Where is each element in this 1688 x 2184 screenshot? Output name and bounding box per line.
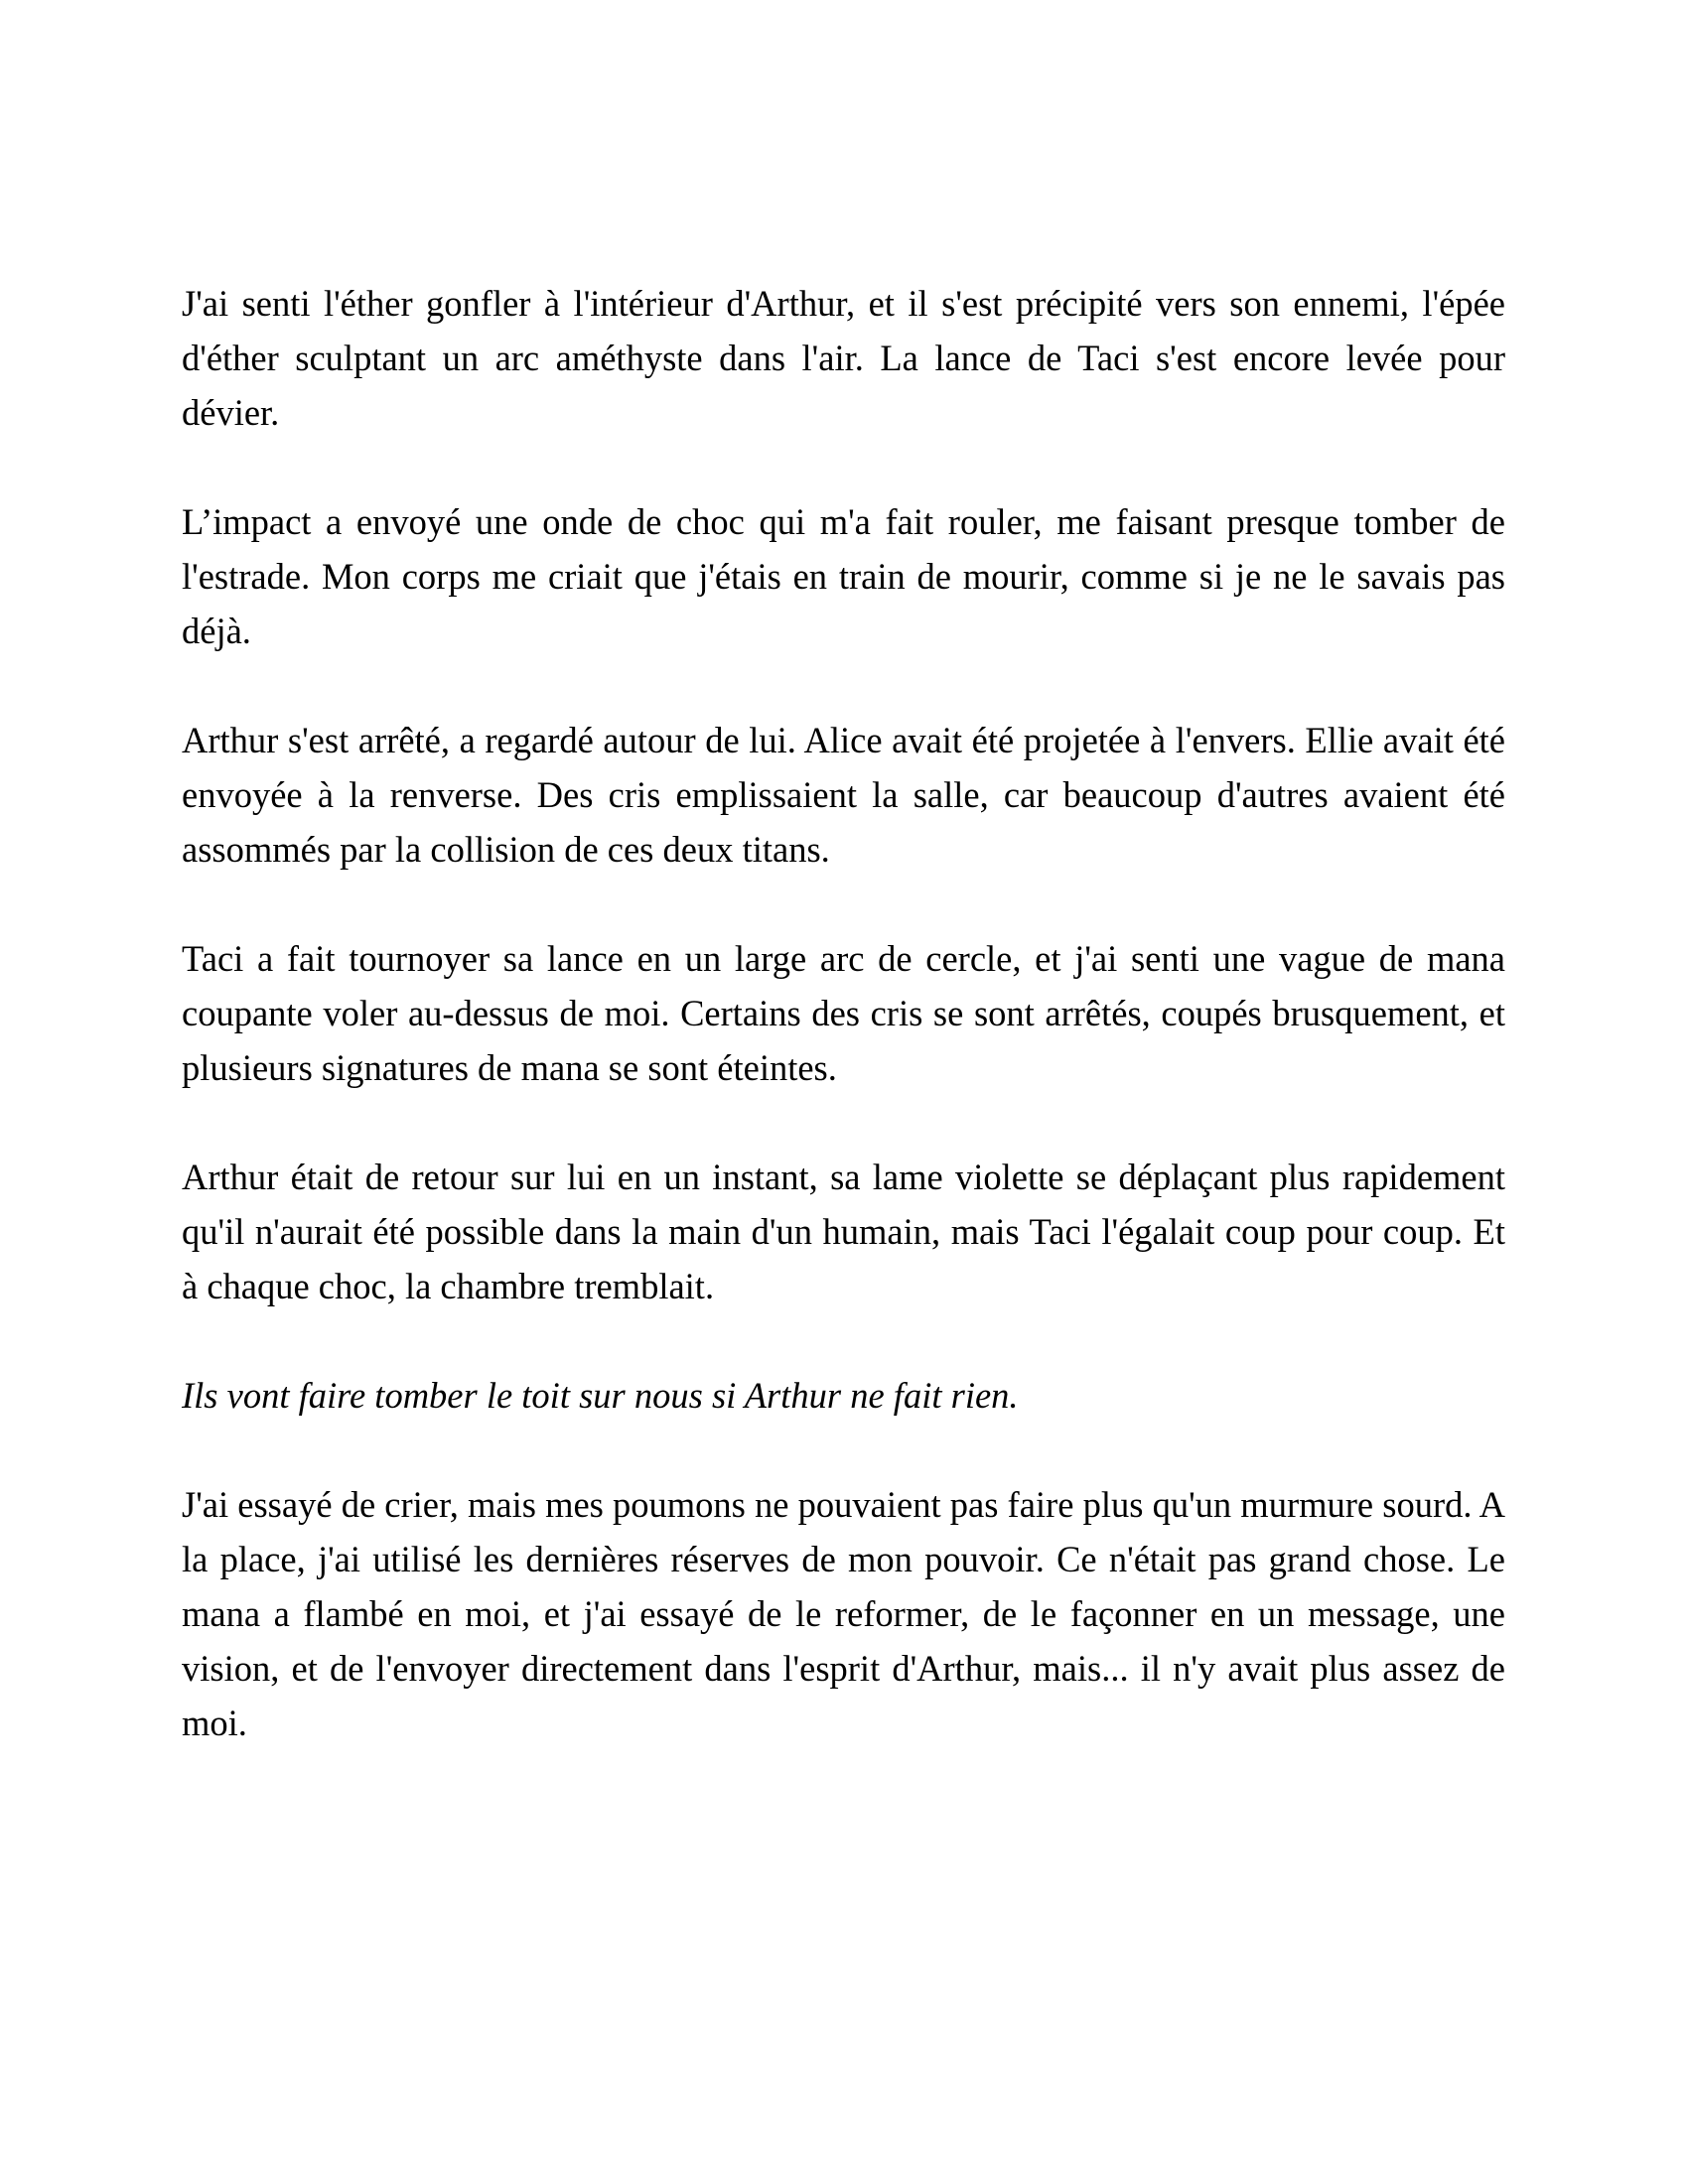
paragraph-1: J'ai senti l'éther gonfler à l'intérieur d'Arthur, et il s'est précipité vers son ennemi, l'épée d'éther sculptant un arc améthyste dans l'air. La lance de Taci s'est encore levée pour dévier. [182,283,1505,433]
document-page [182,276,1505,1750]
paragraph-2: L’impact a envoyé une onde de choc qui m'a fait rouler, me faisant presque tomber de l'estrade. Mon corps me criait que j'étais en train de mourir, comme si je ne le savais pas déjà. [182,501,1505,651]
paragraph-6-thought: Ils vont faire tomber le toit sur nous si Arthur ne fait rien. [182,1375,1019,1416]
paragraph-4: Taci a fait tournoyer sa lance en un large arc de cercle, et j'ai senti une vague de mana coupante voler au-dessus de moi. Certains des cris se sont arrêtés, coupés brusquement, et plusieurs signatures de mana se sont éteintes. [182,938,1505,1088]
paragraph-3: Arthur s'est arrêté, a regardé autour de lui. Alice avait été projetée à l'envers. Ellie avait été envoyée à la renverse. Des cris emplissaient la salle, car beaucoup d'autres avaient été assommés par la collision de ces deux titans. [182,720,1505,870]
paragraph-5: Arthur était de retour sur lui en un instant, sa lame violette se déplaçant plus rapidement qu'il n'aurait été possible dans la main d'un humain, mais Taci l'égalait coup pour coup. Et à chaque choc, la chambre tremblait. [182,1157,1505,1306]
paragraph-7: J'ai essayé de crier, mais mes poumons ne pouvaient pas faire plus qu'un murmure sourd. A la place, j'ai utilisé les dernières réserves de mon pouvoir. Ce n'était pas grand chose. Le mana a flambé en moi, et j'ai essayé de le reformer, de le façonner en un message, une vision, et de l'envoyer directement dans l'esprit d'Arthur, mais... il n'y avait plus assez de moi. [182,1484,1505,1743]
